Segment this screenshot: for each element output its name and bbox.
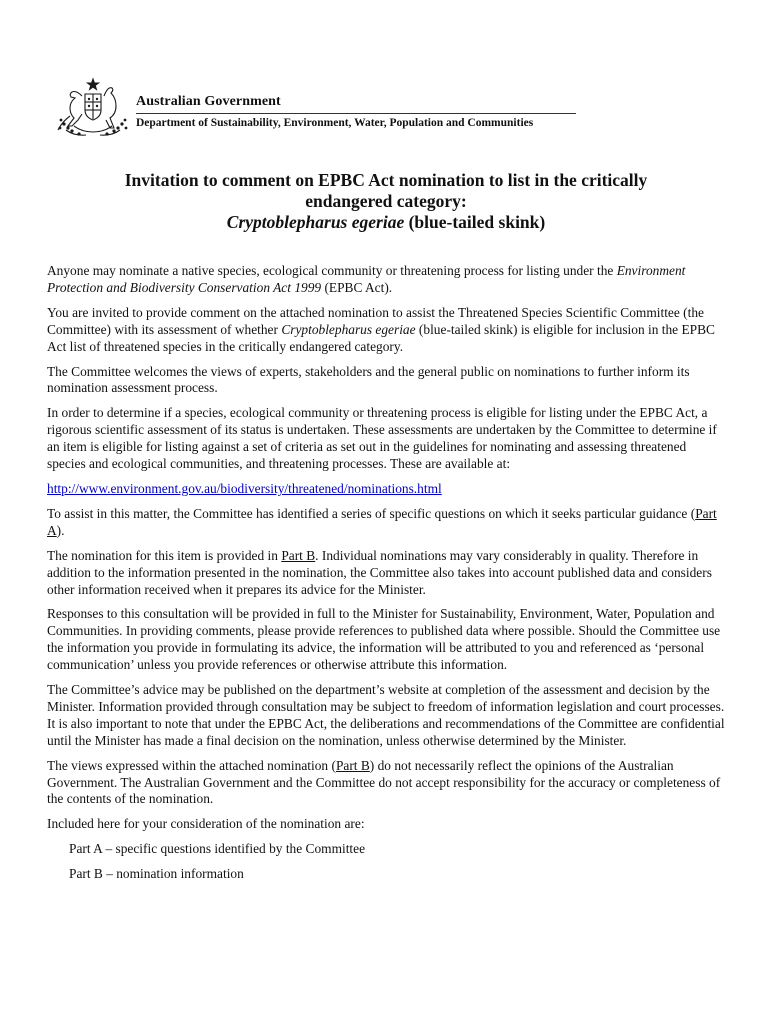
- paragraph-nominate: [47, 263, 727, 297]
- paragraph-text: The views expressed within the attached nomination (: [47, 757, 336, 773]
- nominations-link[interactable]: http://www.environment.gov.au/biodiversity/threatened/nominations.html: [47, 480, 442, 496]
- species-scientific-name: Cryptoblepharus egeriae: [226, 212, 405, 232]
- paragraph-responses: Responses to this consultation will be provided in full to the Minister for Sustainability, Environment, Water, Population and Communities. In providing comments, please provide references to published data where possible. Should the Committee use the information you provide in formulating its advice, the information will be attributed to you and referenced as ‘personal communication’ unless you provide references or otherwise attribute this information.: [47, 606, 721, 673]
- paragraph-text: You are invited to provide comment on the attached nomination to assist the Threatened Species Scientific Committee (the Committee) with its assessment of whether: [47, 304, 704, 337]
- paragraph-text: (blue-tailed skink) is eligible for inclusion in the EPBC Act list of threatened species in the critically endangered category.: [47, 321, 715, 354]
- paragraph-text: . Individual nominations may vary considerably in quality. Therefore in addition to the information presented in the nomination, the Committee also takes into account published data and considers other information received when it prepares its advice for the Minister.: [47, 547, 712, 597]
- paragraph-text: (EPBC Act).: [321, 279, 393, 295]
- title-line-2: endangered category:: [305, 191, 467, 211]
- paragraph-questions: [47, 506, 727, 540]
- paragraph-invitation: [47, 305, 727, 356]
- paragraph-text: ) do not necessarily reflect the opinions of the Australian Government. The Australian Government and the Committee do not accept responsibility for the accuracy or completeness of the contents of the nomination.: [47, 757, 721, 807]
- paragraph-views: The Committee welcomes the views of experts, stakeholders and the general public on nominations to further inform its nomination assessment process.: [47, 363, 690, 396]
- paragraph-assessment: In order to determine if a species, ecological community or threatening process is eligible for listing under the EPBC Act, a rigorous scientific assessment of its status is undertaken. These assessments are undertaken by the Committee to determine if an item is eligible for listing against a set of criteria as set out in the guidelines for nominating and assessing threatened species and ecological communities, and threatening processes. These are available at:: [47, 405, 717, 472]
- paragraph-included: Included here for your consideration of the nomination are:: [47, 816, 365, 832]
- list-item-part-b: Part B – nomination information: [69, 866, 244, 882]
- species-name: Cryptoblepharus egeriae: [281, 321, 416, 337]
- act-name: Environment Protection and Biodiversity Conservation Act 1999: [47, 263, 686, 295]
- government-name: Australian Government: [136, 94, 281, 109]
- part-a-reference: Part A: [47, 505, 717, 538]
- department-name: Department of Sustainability, Environment, Water, Population and Communities: [136, 117, 534, 129]
- page-title: [46, 170, 726, 233]
- part-b-reference: Part B: [335, 757, 370, 773]
- list-item-part-a: Part A – specific questions identified by the Committee: [69, 841, 366, 857]
- document-body: [47, 263, 727, 891]
- paragraph-text: To assist in this matter, the Committee has identified a series of specific questions on which it seeks particular guidance (: [47, 505, 696, 521]
- paragraph-link: [47, 481, 727, 498]
- species-common-name: (blue-tailed skink): [404, 212, 546, 232]
- paragraph-text: ).: [56, 522, 65, 538]
- paragraph-disclaimer: [47, 758, 727, 809]
- paragraph-nomination: [47, 548, 727, 599]
- australian-coat-of-arms-icon: [52, 76, 134, 138]
- title-line-1: Invitation to comment on EPBC Act nomination to list in the critically: [124, 170, 648, 190]
- title-line-3: [46, 212, 726, 233]
- paragraph-text: The nomination for this item is provided in: [47, 547, 282, 563]
- part-b-reference: Part B: [281, 547, 316, 563]
- paragraph-text: Anyone may nominate a native species, ecological community or threatening process for listing under the: [47, 263, 617, 278]
- letterhead: [52, 76, 582, 138]
- header-divider: [136, 113, 576, 114]
- paragraph-advice: The Committee’s advice may be published on the department’s website at completion of the assessment and decision by the Minister. Information provided through consultation may be subject to freedom of information legislation and court processes. It is also important to note that under the EPBC Act, the deliberations and recommendations of the Committee are confidential until the Minister has made a final decision on the nomination, unless otherwise determined by the Minister.: [47, 682, 725, 748]
